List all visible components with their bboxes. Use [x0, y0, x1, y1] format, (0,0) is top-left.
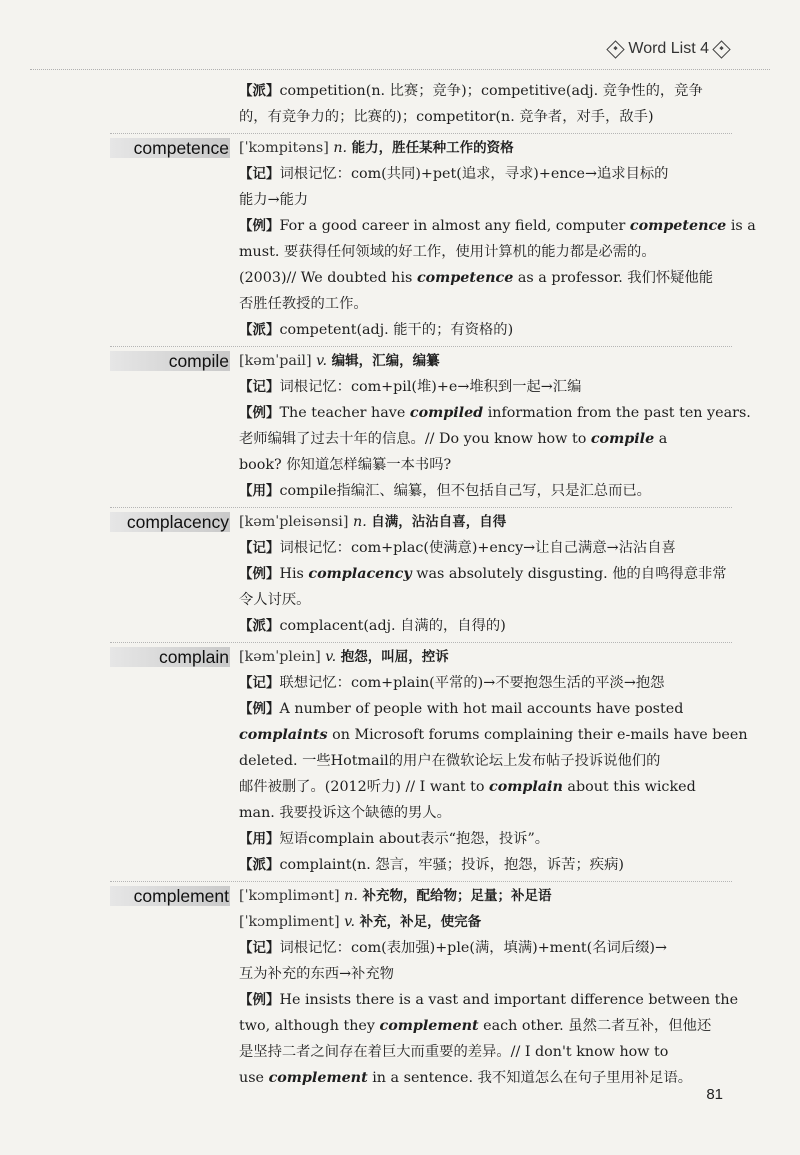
- line-text: must. 要获得任何领域的好工作，使用计算机的能力都是必需的。: [239, 244, 656, 260]
- line-text: 词根记忆：com+plac(使满意)+ency→让自己满意→沾沾自喜: [279, 540, 676, 556]
- definition: 自满，沾沾自喜，自得: [371, 514, 507, 530]
- definition: 抱怨，叫屈，控诉: [340, 649, 449, 665]
- entry-line: [110, 78, 732, 104]
- highlighted-word: compiled: [409, 405, 484, 421]
- part-of-speech: v.: [325, 649, 341, 665]
- line-text: in a sentence. 我不知道怎么在句子里用补足语。: [367, 1070, 693, 1086]
- entry-line: [110, 1039, 732, 1065]
- header-divider: [30, 69, 770, 70]
- entry-line: [110, 317, 732, 343]
- line-text: about this wicked: [562, 779, 696, 795]
- diamond-ornament-icon: [607, 40, 625, 58]
- line-text: on Microsoft forums complaining their e-mails have been: [327, 727, 748, 743]
- line-text: 否胜任教授的工作。: [239, 296, 368, 312]
- section-label: 【记】: [239, 940, 280, 956]
- line-text: (2003)// We doubted his: [239, 270, 417, 286]
- entry-line: [110, 478, 732, 504]
- highlighted-word: competence: [416, 270, 514, 286]
- entry-line: [110, 561, 732, 587]
- entry-line: [110, 774, 732, 800]
- line-text: complacent(adj. 自满的，自得的): [279, 618, 506, 634]
- section-label: 【用】: [239, 483, 280, 499]
- part-of-speech: v.: [316, 353, 332, 369]
- section-label: 【派】: [239, 618, 280, 634]
- part-of-speech: n.: [344, 888, 363, 904]
- line-text: His: [279, 566, 309, 582]
- entry-line: [110, 426, 732, 452]
- line-text: 词根记忆：com+pil(堆)+e→堆积到一起→汇编: [279, 379, 582, 395]
- headword: competence: [133, 138, 229, 158]
- page-number: 81: [706, 1086, 723, 1103]
- entry-line: [110, 452, 732, 478]
- diamond-ornament-icon: [712, 40, 730, 58]
- line-text: 联想记忆：com+plain(平常的)→不要抱怨生活的平淡→抱怨: [279, 675, 665, 691]
- phonetic: [ˈkɔmplimənt]: [239, 888, 345, 904]
- entry-line: [110, 265, 732, 291]
- section-label: 【例】: [239, 405, 280, 421]
- entry-line: [110, 961, 732, 987]
- line-text: 短语complain about表示“抱怨，投诉”。: [279, 831, 550, 847]
- entry-line: [110, 213, 756, 239]
- highlighted-word: compile: [590, 431, 655, 447]
- phonetic: [ˈkɔmpitəns]: [239, 140, 334, 156]
- line-text: man. 我要投诉这个缺德的男人。: [239, 805, 451, 821]
- line-text: complaint(n. 怨言，牢骚；投诉，抱怨，诉苦；疾病): [279, 857, 624, 873]
- entry-line: [110, 748, 732, 774]
- line-text: competition(n. 比赛；竞争)；competitive(adj. 竞争性的，竞争: [279, 83, 703, 99]
- line-text: each other. 虽然二者互补，但他还: [478, 1018, 712, 1034]
- dictionary-entry: [110, 881, 739, 1091]
- section-label: 【例】: [239, 566, 280, 582]
- line-text: 邮件被删了。(2012听力) // I want to: [239, 779, 489, 795]
- line-text: compile指编汇、编纂，但不包括自己写，只是汇总而已。: [279, 483, 651, 499]
- line-text: He insists there is a vast and important difference between the: [279, 992, 739, 1008]
- line-text: book? 你知道怎样编纂一本书吗?: [239, 457, 452, 473]
- line-text: 词根记忆：com(共同)+pet(追求，寻求)+ence→追求目标的: [279, 166, 669, 182]
- section-label: 【用】: [239, 831, 280, 847]
- section-label: 【例】: [239, 218, 280, 234]
- entry-line: [110, 826, 732, 852]
- sense-line: [110, 909, 732, 935]
- line-text: deleted. 一些Hotmail的用户在微软论坛上发布帖子投诉说他们的: [239, 753, 661, 769]
- dictionary-entry: [110, 642, 748, 878]
- entry-line: [110, 800, 732, 826]
- dictionary-entry: [110, 133, 756, 343]
- definition: 补充物，配给物；足量；补足语: [362, 888, 552, 904]
- section-label: 【记】: [239, 675, 280, 691]
- line-text: use: [239, 1070, 269, 1086]
- definition: 编辑，汇编，编纂: [331, 353, 440, 369]
- highlighted-word: complacency: [308, 566, 412, 582]
- highlighted-word: complaints: [239, 727, 328, 743]
- line-text: For a good career in almost any field, computer: [279, 218, 630, 234]
- header-title: Word List 4: [628, 40, 709, 57]
- section-label: 【派】: [239, 83, 280, 99]
- headword: compile: [168, 351, 229, 371]
- entry-line: [110, 400, 751, 426]
- entry-line: [110, 935, 732, 961]
- highlighted-word: competence: [629, 218, 727, 234]
- line-text: information from the past ten years.: [483, 405, 751, 421]
- section-label: 【派】: [239, 322, 280, 338]
- phonetic: [kəmˈplein]: [239, 649, 326, 665]
- intro-block: [110, 78, 732, 130]
- section-label: 【记】: [239, 540, 280, 556]
- entry-line: [110, 987, 739, 1013]
- part-of-speech: n.: [352, 514, 372, 530]
- line-text: is a: [726, 218, 756, 234]
- definition: 补充，补足，使完备: [359, 914, 482, 930]
- line-text: 词根记忆：com(表加强)+ple(满，填满)+ment(名词后缀)→: [279, 940, 667, 956]
- section-label: 【例】: [239, 701, 280, 717]
- entry-line: [110, 613, 732, 639]
- entry-line: [110, 535, 732, 561]
- entry-line: [110, 291, 732, 317]
- entry-line: [110, 696, 732, 722]
- highlighted-word: complement: [268, 1070, 368, 1086]
- entry-line: [110, 161, 732, 187]
- headword: complain: [158, 647, 229, 667]
- line-text: as a professor. 我们怀疑他能: [513, 270, 714, 286]
- part-of-speech: n.: [333, 140, 352, 156]
- entry-line: [110, 722, 748, 748]
- line-text: 令人讨厌。: [239, 592, 311, 608]
- section-label: 【记】: [239, 166, 280, 182]
- running-header: [609, 40, 728, 58]
- line-text: 互为补充的东西→补充物: [239, 966, 394, 982]
- entry-line: [110, 1065, 732, 1091]
- headword: complement: [133, 886, 229, 906]
- entry-line: [110, 670, 732, 696]
- section-label: 【例】: [239, 992, 280, 1008]
- dictionary-entry: [110, 346, 751, 504]
- line-text: competent(adj. 能干的；有资格的): [279, 322, 514, 338]
- entry-line: [110, 187, 732, 213]
- line-text: 能力→能力: [239, 192, 309, 208]
- line-text: a: [654, 431, 668, 447]
- section-label: 【派】: [239, 857, 280, 873]
- line-text: two, although they: [239, 1018, 380, 1034]
- line-text: A number of people with hot mail accounts have posted: [279, 701, 684, 717]
- line-text: 是坚持二者之间存在着巨大而重要的差异。// I don't know how to: [239, 1044, 669, 1060]
- entry-line: [110, 104, 732, 130]
- entry-line: [110, 587, 732, 613]
- headword: complacency: [126, 512, 229, 532]
- definition: 能力，胜任某种工作的资格: [351, 140, 514, 156]
- dictionary-entry: [110, 507, 732, 639]
- entry-line: [110, 239, 732, 265]
- entry-line: [110, 852, 732, 878]
- part-of-speech: v.: [344, 914, 360, 930]
- phonetic: [kəmˈpleisənsi]: [239, 514, 353, 530]
- highlighted-word: complement: [379, 1018, 479, 1034]
- line-text: The teacher have: [279, 405, 410, 421]
- entry-line: [110, 1013, 732, 1039]
- line-text: 老师编辑了过去十年的信息。// Do you know how to: [239, 431, 591, 447]
- line-text: 的，有竞争力的；比赛的)；competitor(n. 竞争者，对手，敌手): [239, 109, 654, 125]
- line-text: was absolutely disgusting. 他的自鸣得意非常: [411, 566, 727, 582]
- dictionary-page: [110, 78, 756, 1091]
- section-label: 【记】: [239, 379, 280, 395]
- phonetic: [ˈkɔmpliment]: [239, 914, 345, 930]
- phonetic: [kəmˈpail]: [239, 353, 317, 369]
- highlighted-word: complain: [489, 779, 563, 795]
- entry-line: [110, 374, 732, 400]
